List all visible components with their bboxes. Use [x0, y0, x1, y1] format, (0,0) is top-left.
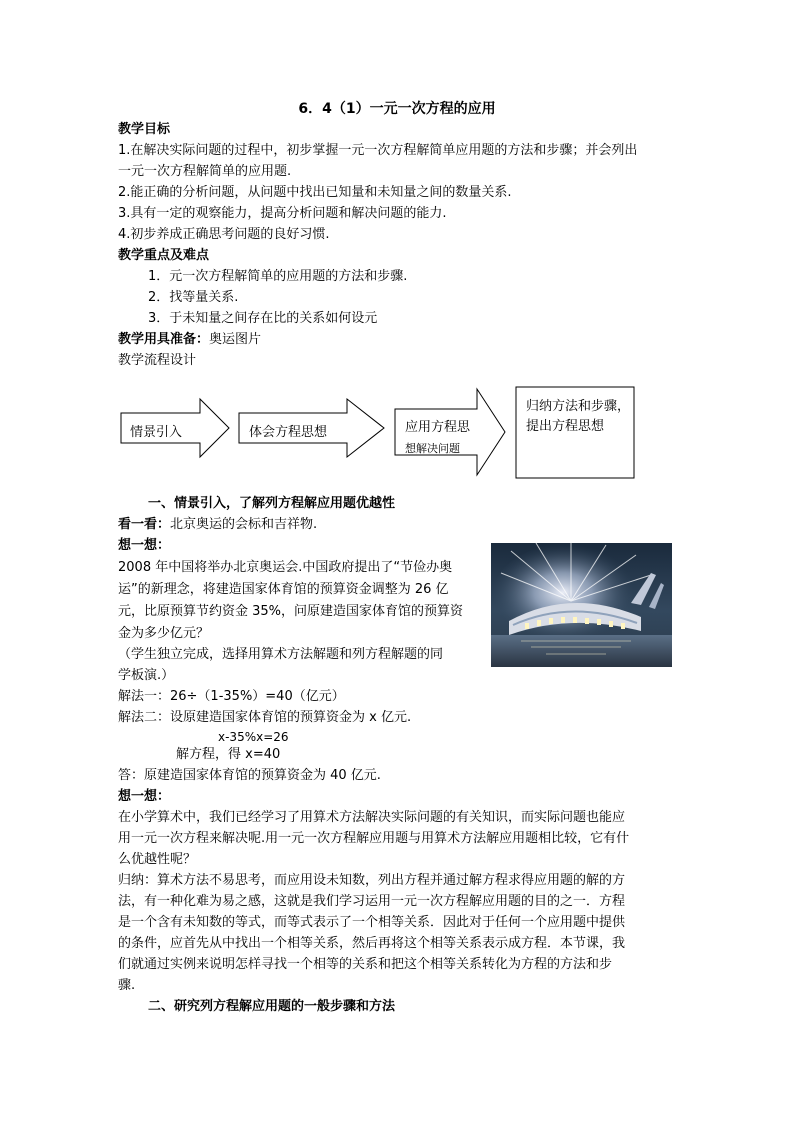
flow-step-2: 体会方程思想 — [249, 425, 328, 440]
tools-label: 教学用具准备： — [118, 332, 210, 347]
problem-line: 元，比原预算节约资金 35%，问原建造国家体育馆的预算资 — [118, 604, 464, 619]
think2-line: 么优越性呢？ — [118, 852, 197, 867]
flow-step-3-line2: 想解决问题 — [405, 442, 460, 455]
page-title: 6．4（1）一元一次方程的应用 — [298, 101, 496, 117]
equation: x-35%x=26 — [218, 730, 289, 744]
summary-line: 归纳：算术方法不易思考，而应用设未知数，列出方程并通过解方程求得应用题的解的方 — [118, 873, 626, 888]
flow-step-4-line2: 提出方程思想 — [526, 419, 605, 434]
goals-heading: 教学目标 — [118, 122, 171, 137]
goal-line: 2.能正确的分析问题，从问题中找出已知量和未知量之间的数量关系. — [118, 185, 512, 200]
key-point-line: 3．于未知量之间存在比的关系如何设元 — [148, 311, 378, 326]
summary-line: 是一个含有未知数的等式，而等式表示了一个相等关系．因此对于任何一个应用题中提供 — [118, 915, 626, 930]
summary-line: 法，有一种化难为易之感，这就是我们学习运用一元一次方程解应用题的目的之一．方程 — [118, 894, 626, 909]
problem-line: 运”的新理念，将建造国家体育馆的预算资金调整为 26 亿 — [118, 582, 449, 597]
goal-line: 3.具有一定的观察能力，提高分析问题和解决问题的能力. — [118, 206, 447, 221]
solution-2: 解法二：设原建造国家体育馆的预算资金为 x 亿元. — [118, 710, 412, 725]
solution-1: 解法一：26÷（1-35%）=40（亿元） — [118, 689, 345, 704]
key-point-line: 1．元一次方程解简单的应用题的方法和步骤. — [148, 269, 408, 284]
goal-line: 1.在解决实际问题的过程中，初步掌握一元一次方程解简单应用题的方法和步骤；并会列出 — [118, 143, 638, 158]
flow-step-1: 情景引入 — [130, 425, 183, 440]
look-text: 北京奥运的会标和吉祥物. — [170, 517, 318, 532]
flow-step-3-line1: 应用方程思 — [405, 420, 471, 435]
stadium-photo — [491, 543, 672, 667]
section1-heading: 一、情景引入，了解列方程解应用题优越性 — [148, 496, 396, 511]
summary-line: 们就通过实例来说明怎样寻找一个相等的关系和把这个相等关系转化为方程的方法和步 — [118, 957, 613, 972]
section2-heading: 二、研究列方程解应用题的一般步骤和方法 — [148, 999, 396, 1014]
think-label: 想一想： — [118, 538, 171, 553]
problem-line: （学生独立完成，选择用算术方法解题和列方程解题的同 — [118, 647, 444, 662]
key-points-heading: 教学重点及难点 — [118, 248, 210, 263]
flow-step-4-line1: 归纳方法和步骤， — [526, 399, 631, 414]
flow-heading: 教学流程设计 — [118, 353, 197, 368]
think2-line: 用一元一次方程来解决呢.用一元一次方程解应用题与用算术方法解应用题相比较，它有什 — [118, 831, 630, 846]
key-point-line: 2．找等量关系. — [148, 290, 239, 305]
summary-line: 骤. — [118, 978, 136, 993]
look-label: 看一看： — [118, 517, 171, 532]
think2-line: 在小学算术中，我们已经学习了用算术方法解决实际问题的有关知识，而实际问题也能应 — [118, 810, 626, 825]
tools-line — [118, 329, 261, 350]
look-line — [118, 514, 317, 535]
goal-line: 4.初步养成正确思考问题的良好习惯. — [118, 227, 330, 242]
summary-line: 的条件，应首先从中找出一个相等关系，然后再将这个相等关系表示成方程．本节课，我 — [118, 936, 626, 951]
goal-line: 一元一次方程解简单的应用题. — [118, 164, 292, 179]
problem-line: 2008 年中国将举办北京奥运会.中国政府提出了“节俭办奥 — [118, 560, 453, 575]
answer-line: 答：原建造国家体育馆的预算资金为 40 亿元. — [118, 768, 381, 783]
solve-line: 解方程，得 x=40 — [176, 747, 281, 762]
problem-line: 学板演.） — [118, 668, 175, 683]
problem-line: 金为多少亿元？ — [118, 626, 210, 641]
think2-label: 想一想： — [118, 789, 171, 804]
flow-diagram — [0, 385, 794, 485]
tools-value: 奥运图片 — [209, 332, 262, 347]
